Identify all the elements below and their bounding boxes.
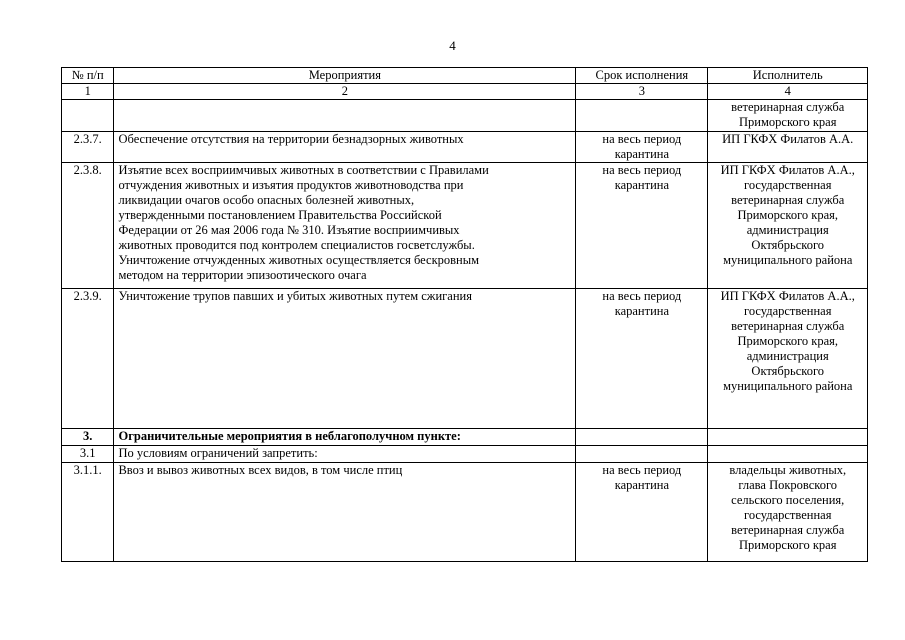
- executor-line: государственная: [744, 508, 832, 522]
- measure-line: утвержденными постановлением Правительства Российской: [118, 208, 442, 222]
- executor-line: ветеринарная служба: [731, 319, 845, 333]
- term-line: карантина: [614, 478, 669, 492]
- measure-cell: [114, 132, 576, 163]
- column-number-cell: 2: [114, 84, 576, 100]
- column-number-cell: 1: [62, 84, 114, 100]
- executor-line: муниципального района: [723, 253, 853, 267]
- executor-cell: [708, 429, 868, 446]
- measure-cell: [114, 163, 576, 289]
- table-row: [62, 100, 868, 132]
- term-cell: [576, 429, 708, 446]
- executor-cell: [708, 446, 868, 463]
- row-number-cell: 3.1.1.: [62, 463, 114, 562]
- measure-cell: [114, 446, 576, 463]
- row-number-cell: 2.3.7.: [62, 132, 114, 163]
- table-row: [62, 163, 868, 289]
- table-row: [62, 446, 868, 463]
- table-body: [62, 100, 868, 562]
- table-row: [62, 463, 868, 562]
- table-row: [62, 132, 868, 163]
- row-number-cell: 3.: [62, 429, 114, 446]
- executor-line: Приморского края,: [737, 208, 839, 222]
- header-cell-measures: Мероприятия: [114, 68, 576, 84]
- measure-line: отчуждения животных и изъятия продуктов животноводства при: [118, 178, 464, 192]
- column-number-cell: 4: [708, 84, 868, 100]
- page-number: 4: [449, 38, 456, 53]
- row-number-cell: [62, 100, 114, 132]
- executor-line: ИП ГКФХ Филатов А.А.: [722, 132, 854, 146]
- column-number-row: [62, 84, 868, 100]
- executor-line: администрация: [746, 349, 829, 363]
- executor-line: ветеринарная служба: [731, 523, 845, 537]
- header-row: [62, 68, 868, 84]
- executor-cell: [708, 132, 868, 163]
- executor-line: муниципального района: [723, 379, 853, 393]
- executor-line: Приморского края: [739, 538, 837, 552]
- term-cell: [576, 446, 708, 463]
- executor-line: глава Покровского: [738, 478, 838, 492]
- column-number-cell: 3: [576, 84, 708, 100]
- measure-line: Обеспечение отсутствия на территории безнадзорных животных: [118, 132, 464, 146]
- executor-line: Октябрьского: [751, 238, 825, 252]
- executor-line: Октябрьского: [751, 364, 825, 378]
- executor-cell: [708, 463, 868, 562]
- measures-table: [61, 67, 868, 562]
- executor-line: администрация: [746, 223, 829, 237]
- measure-line: Ограничительные мероприятия в неблагополучном пункте:: [118, 429, 461, 443]
- executor-line: Приморского края,: [737, 334, 839, 348]
- term-line: карантина: [614, 178, 669, 192]
- executor-line: сельского поселения,: [731, 493, 845, 507]
- executor-cell: [708, 289, 868, 429]
- executor-line: Приморского края: [739, 115, 837, 129]
- measure-line: По условиям ограничений запретить:: [118, 446, 318, 460]
- measure-line: методом на территории эпизоотического очага: [118, 268, 367, 282]
- measure-line: животных проводится под контролем специалистов госветслужбы.: [118, 238, 475, 252]
- term-cell: [576, 463, 708, 562]
- measure-cell: [114, 463, 576, 562]
- header-cell-term: Срок исполнения: [576, 68, 708, 84]
- row-number-cell: 3.1: [62, 446, 114, 463]
- term-cell: [576, 289, 708, 429]
- executor-cell: [708, 163, 868, 289]
- header-cell-executor: Исполнитель: [708, 68, 868, 84]
- term-cell: [576, 132, 708, 163]
- table-row: [62, 429, 868, 446]
- executor-cell: [708, 100, 868, 132]
- table-row: [62, 289, 868, 429]
- executor-line: государственная: [744, 304, 832, 318]
- measure-cell: [114, 429, 576, 446]
- measure-line: Изъятие всех восприимчивых животных в соответствии с Правилами: [118, 163, 489, 177]
- term-line: карантина: [614, 304, 669, 318]
- term-line: на весь период: [602, 163, 682, 177]
- term-line: на весь период: [602, 463, 682, 477]
- executor-line: владельцы животных,: [729, 463, 847, 477]
- row-number-cell: 2.3.9.: [62, 289, 114, 429]
- term-line: карантина: [614, 147, 669, 161]
- executor-line: ветеринарная служба: [731, 100, 845, 114]
- term-line: на весь период: [602, 132, 682, 146]
- executor-line: ИП ГКФХ Филатов А.А.,: [720, 163, 855, 177]
- executor-line: государственная: [744, 178, 832, 192]
- executor-line: ИП ГКФХ Филатов А.А.,: [720, 289, 855, 303]
- measure-line: Ввоз и вывоз животных всех видов, в том числе птиц: [118, 463, 403, 477]
- header-cell-number: № п/п: [62, 68, 114, 84]
- measure-cell: [114, 100, 576, 132]
- measure-line: Уничтожение трупов павших и убитых животных путем сжигания: [118, 289, 472, 303]
- measure-line: Федерации от 26 мая 2006 года № 310. Изъятие восприимчивых: [118, 223, 460, 237]
- term-line: на весь период: [602, 289, 682, 303]
- term-cell: [576, 163, 708, 289]
- measure-line: Уничтожение отчужденных животных осуществляется бескровным: [118, 253, 480, 267]
- executor-line: ветеринарная служба: [731, 193, 845, 207]
- row-number-cell: 2.3.8.: [62, 163, 114, 289]
- measure-line: ликвидации очагов особо опасных болезней животных,: [118, 193, 415, 207]
- term-cell: [576, 100, 708, 132]
- measure-cell: [114, 289, 576, 429]
